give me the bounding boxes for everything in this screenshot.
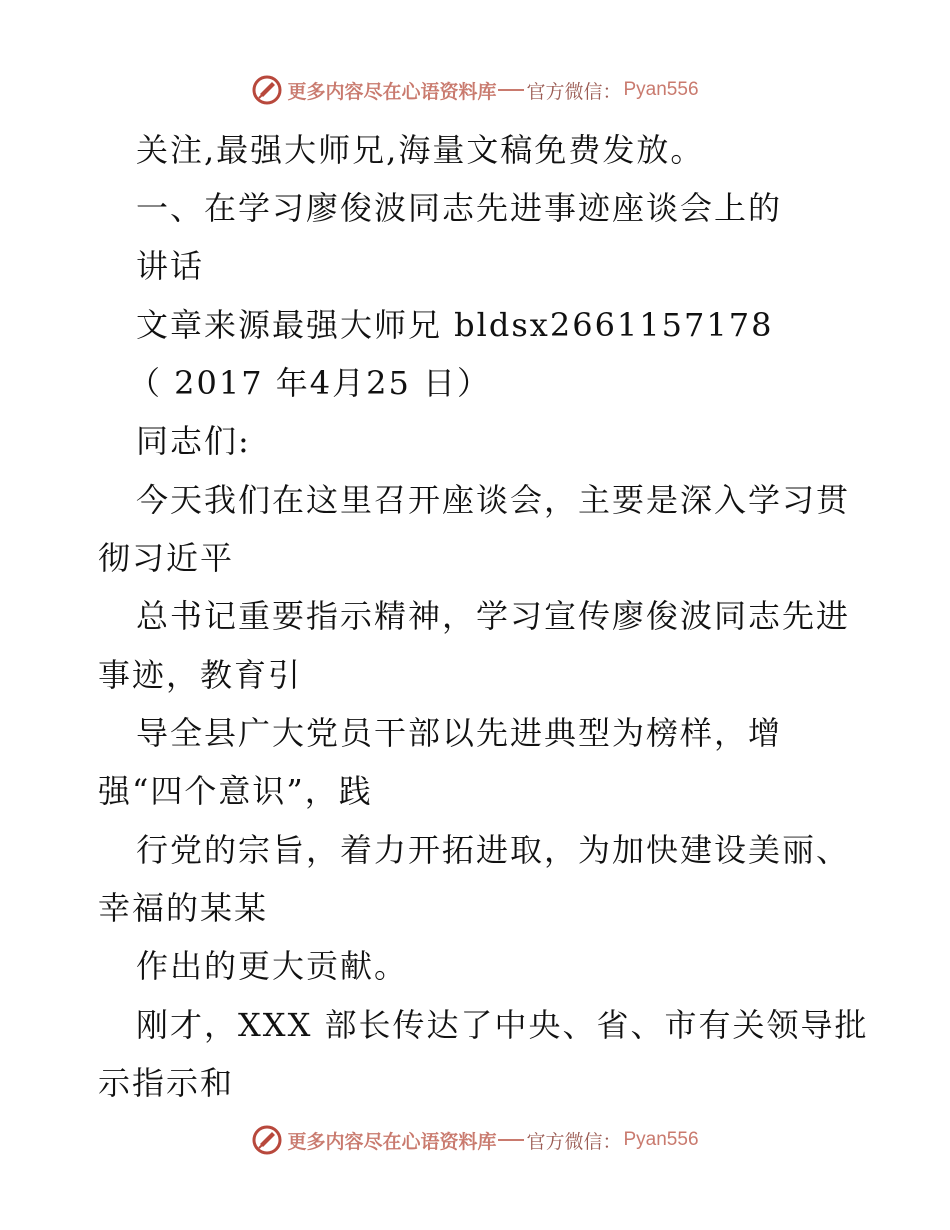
text-line: 文章来源最强大师兄 bldsx2661157178 [136,306,774,344]
text-line: 今天我们在这里召开座谈会，主要是深入学习贯 [136,481,851,519]
text-line: 强“四个意识”，践 [98,772,373,810]
text-line: 彻习近平 [98,539,235,577]
text-line: 讲话 [136,247,205,285]
watermark-separator [498,1139,524,1141]
text-line: 行党的宗旨，着力开拓进取，为加快建设美丽、 [136,831,851,869]
watermark-id: Pyan556 [623,1129,699,1150]
text-line: 总书记重要指示精神，学习宣传廖俊波同志先进 [136,597,851,635]
watermark-text: 更多内容尽在心语资料库 [287,80,497,103]
text-line: 作出的更大贡献。 [136,947,409,985]
text-line: （ 2017 年4月25 日） [128,364,492,402]
text-line: 幸福的某某 [98,889,269,927]
text-line: 关注,最强大师兄,海量文稿免费发放。 [136,131,705,169]
text-line: 导全县广大党员干部以先进典型为榜样，增 [136,714,783,752]
watermark-label: 官方微信： [526,1130,622,1153]
header-watermark [0,70,950,110]
text-line: 一、在学习廖俊波同志先进事迹座谈会上的 [136,189,783,227]
watermark-logo-icon [251,74,283,106]
watermark-id: Pyan556 [623,79,699,100]
watermark-separator [498,89,524,91]
watermark-label: 官方微信： [526,80,622,103]
text-line: 事迹，教育引 [98,656,303,694]
footer-watermark [0,1120,950,1160]
text-line: 刚才，XXX 部长传达了中央、省、市有关领导批 [136,1006,869,1044]
text-line: 同志们: [136,422,251,460]
watermark-text: 更多内容尽在心语资料库 [287,1130,497,1153]
text-line: 示指示和 [98,1064,235,1102]
watermark-logo-icon [251,1124,283,1156]
